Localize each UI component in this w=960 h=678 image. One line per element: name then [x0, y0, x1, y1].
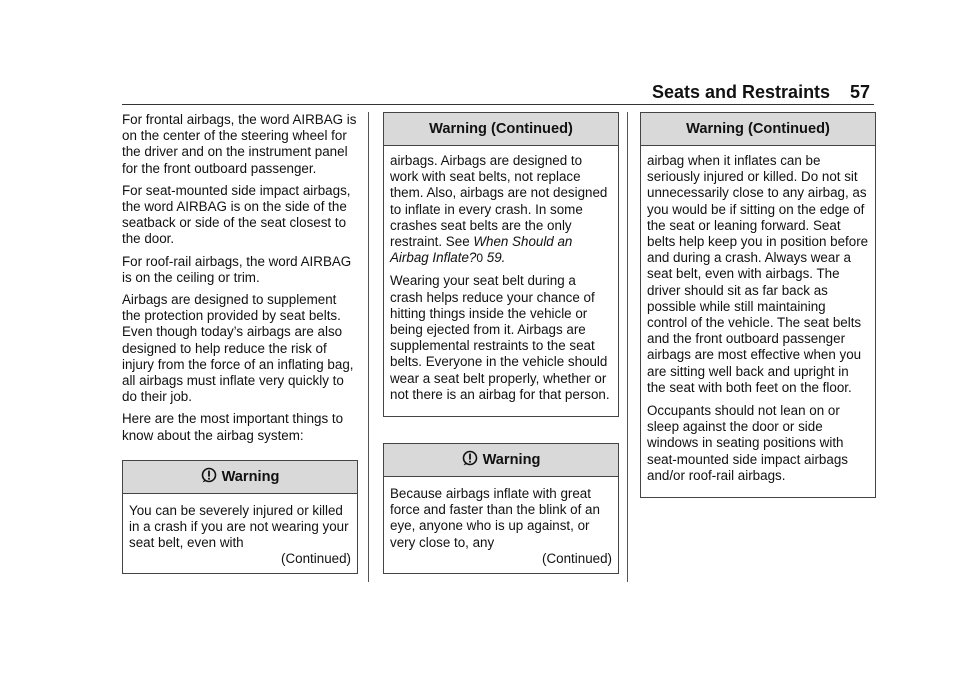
continued-label: (Continued)	[542, 550, 612, 566]
warning-box-1-text: You can be severely injured or killed in a crash if you are not wearing your seat belt, even with	[129, 502, 349, 551]
page-header-title: Seats and Restraints	[652, 82, 831, 102]
column-2	[383, 112, 619, 574]
cross-reference-page[interactable]: 59.	[486, 250, 506, 266]
warning-box-2-header	[384, 444, 618, 477]
warning-continued-box-2-p2: Wearing your seat belt during a crash helps reduce your chance of hitting things inside the vehicle or being ejected from it. Airbags are supplemental restraints to the seat belts. Everyone in the vehicle should wear a seat belt properly, whether or not there is an airbag for that person.	[390, 273, 610, 402]
continued-label: (Continued)	[281, 551, 351, 567]
paragraph-supplement: Airbags are designed to supplement the protection provided by seat belts. Even though today’s airbags are also designed to help reduce the risk of injury from the force of an inflating bag, all airbags must inflate very quickly to do their job.	[122, 292, 354, 405]
paragraph-side-airbags: For seat-mounted side impact airbags, the word AIRBAG is on the side of the seatback or side of the seat closest to the door.	[122, 182, 351, 247]
warning-continued-box-3-p1: airbag when it inflates can be seriously injured or killed. Do not sit unnecessarily close to any airbag, as you would be if sitting on the edge of the seat or leaning forward. Seat belts help keep you in position before and during a crash. Always wear a seat belt, even with airbags. The driver should sit as far back as possible while still maintaining control of the vehicle. The seat belts and the front outboard passenger airbags are most effective when you are sitting well back and upright in the seat with both feet on the floor.	[647, 153, 869, 395]
warning-box-2	[383, 443, 619, 574]
column-divider-2	[627, 112, 628, 582]
warning-continued-box-2	[383, 112, 619, 417]
warning-continued-box-2-p1	[390, 153, 612, 266]
cross-reference-link[interactable]: When Should an Airbag Inflate?	[390, 234, 573, 266]
warning-icon	[462, 450, 478, 466]
page-reference-arrow-icon: 0	[476, 251, 484, 266]
warning-box-2-title: Warning	[482, 452, 541, 469]
warning-continued-box-2-header: Warning (Continued)	[384, 113, 618, 146]
column-divider-1	[368, 112, 369, 582]
paragraph-frontal-airbags: For frontal airbags, the word AIRBAG is on the center of the steering wheel for the driver and on the instrument panel for the front outboard passenger.	[122, 112, 357, 176]
column-1	[122, 112, 358, 574]
page-number: 57	[850, 82, 871, 102]
warning-continued-box-3	[640, 112, 876, 498]
warning-continued-box-3-header: Warning (Continued)	[641, 113, 875, 146]
warning-box-2-text: Because airbags inflate with great force and faster than the blink of an eye, anyone who is up against, or very close to, any	[390, 486, 600, 550]
warning-box-1-header	[123, 461, 357, 494]
warning-continued-box-3-p2: Occupants should not lean on or sleep against the door or side windows in seating positions with seat-mounted side impact airbags and/or roof-rail airbags.	[647, 403, 848, 483]
header-rule	[122, 104, 874, 105]
paragraph-important-things: Here are the most important things to know about the airbag system:	[122, 411, 344, 443]
warning-text: airbags. Airbags are designed to work with seat belts, not replace them. Also, airbags are not designed to inflate in every crash. In some crashes seat belts are the only restraint. See	[390, 153, 608, 250]
warning-box-1	[122, 460, 358, 575]
warning-icon	[201, 467, 217, 483]
paragraph-roof-rail-airbags: For roof-rail airbags, the word AIRBAG is on the ceiling or trim.	[122, 253, 352, 285]
column-3	[640, 112, 876, 498]
warning-box-1-title: Warning	[221, 468, 280, 485]
